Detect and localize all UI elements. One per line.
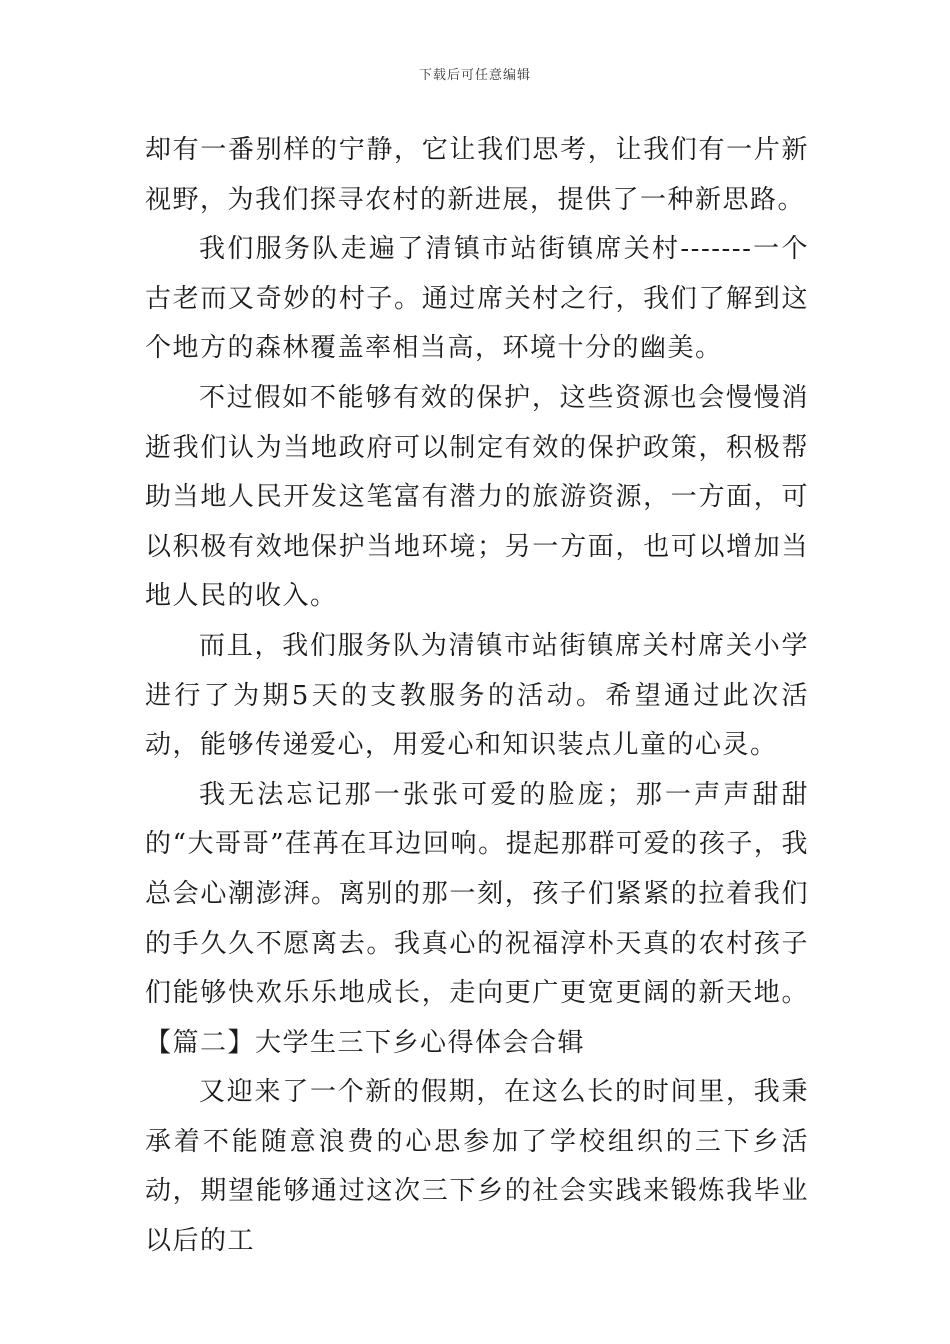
paragraph: 却有一番别样的宁静，它让我们思考，让我们有一片新视野，为我们探寻农村的新进展，提供了一种新思路。 xyxy=(145,135,809,215)
paragraph: 我无法忘记那一张张可爱的脸庞；那一声声甜甜的“大哥哥”荏苒在耳边回响。提起那群可爱的孩子，我总会心潮澎湃。离别的那一刻，孩子们紧紧的拉着我们的手久久不愿离去。我真心的祝福淳朴天真的农村孩子们能够快欢乐乐地成长，走向更广更宽更阔的新天地。【篇二】大学生三下乡心得体会合辑 xyxy=(145,779,809,1058)
paragraph: 又迎来了一个新的假期，在这么长的时间里，我秉承着不能随意浪费的心思参加了学校组织的三下乡活动，期望能够通过这次三下乡的社会实践来锻炼我毕业以后的工 xyxy=(145,1077,809,1257)
page-header: 下载后可任意编辑 xyxy=(418,68,531,83)
document-body xyxy=(145,126,809,1267)
paragraph: 不过假如不能够有效的保护，这些资源也会慢慢消逝我们认为当地政府可以制定有效的保护政策，积极帮助当地人民开发这笔富有潜力的旅游资源，一方面，可以积极有效地保护当地环境；另一方面，也可以增加当地人民的收入。 xyxy=(145,382,809,612)
paragraph: 我们服务队走遍了清镇市站街镇席关村-------一个古老而又奇妙的村子。通过席关村之行，我们了解到这个地方的森林覆盖率相当高，环境十分的幽美。 xyxy=(145,234,809,364)
paragraph: 而且，我们服务队为清镇市站街镇席关村席关小学进行了为期5天的支教服务的活动。希望通过此次活动，能够传递爱心，用爱心和知识装点儿童的心灵。 xyxy=(145,630,809,761)
